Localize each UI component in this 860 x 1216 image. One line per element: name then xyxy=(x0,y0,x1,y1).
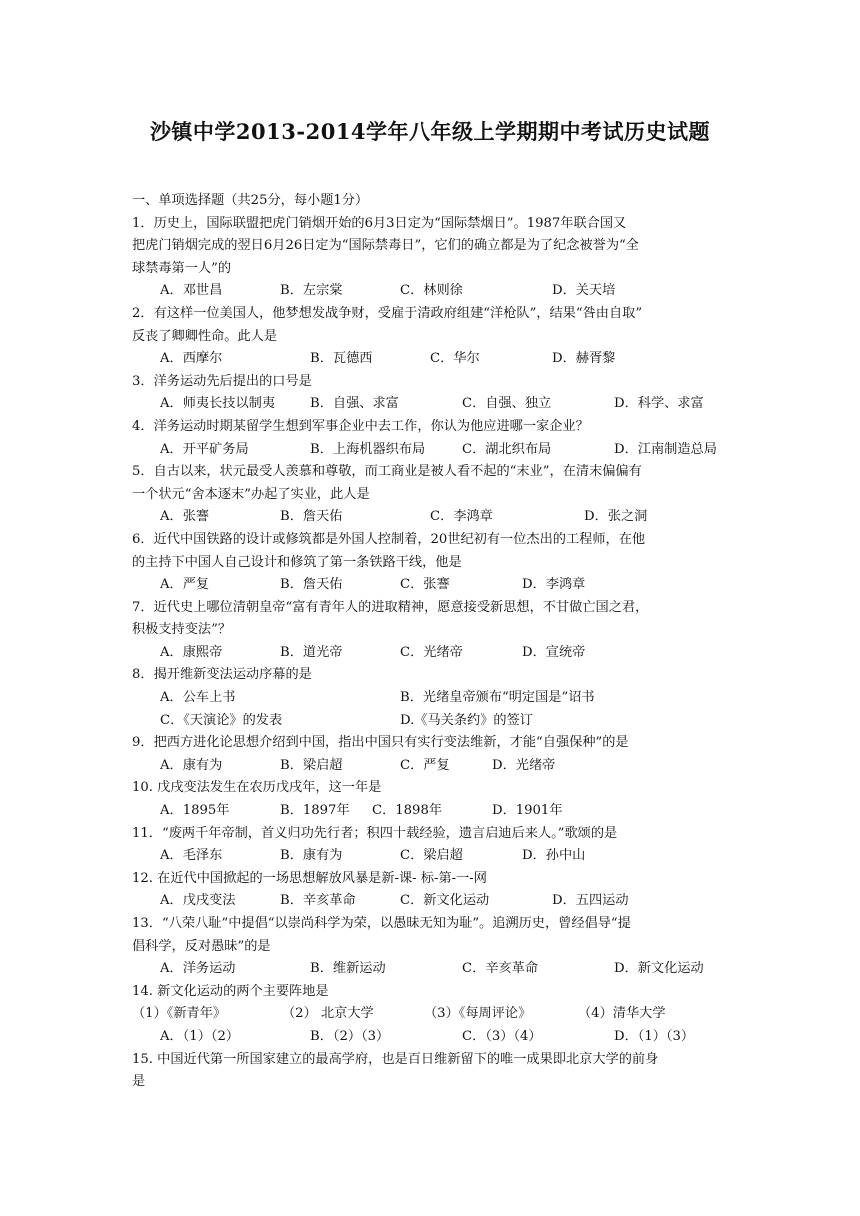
option-b: B．1897年 xyxy=(280,803,350,819)
question-stem: 6．近代中国铁路的设计或修筑都是外国人控制着，20世纪初有一位杰出的工程师，在他 xyxy=(132,531,646,547)
option-c: C．（3）（4） xyxy=(462,1028,542,1044)
option-d: D．赫胥黎 xyxy=(552,351,616,367)
option-d: D．1901年 xyxy=(492,803,563,819)
question-stem: 2．有这样一位美国人，他梦想发战争财，受雇于清政府组建“洋枪队”，结果“咎由自取” xyxy=(132,305,643,321)
option-d: D．光绪帝 xyxy=(492,757,556,773)
option-d: D．关天培 xyxy=(552,283,616,299)
option-row xyxy=(132,755,740,778)
question-9 xyxy=(132,732,740,777)
option-a: A．（1）（2） xyxy=(160,1028,240,1044)
option-c: C．新文化运动 xyxy=(400,893,490,909)
option-b: B．康有为 xyxy=(280,848,343,864)
option-d: D．江南制造总局 xyxy=(614,441,717,457)
item-row xyxy=(132,1003,740,1026)
option-b: B．道光帝 xyxy=(280,644,343,660)
option-b: B．瓦德西 xyxy=(310,351,373,367)
question-stem: 7．近代史上哪位清朝皇帝“富有青年人的进取精神，愿意接受新思想，不甘做亡国之君， xyxy=(132,599,649,615)
item-4: （4）清华大学 xyxy=(578,1006,666,1022)
option-d: D．李鸿章 xyxy=(522,577,586,593)
question-stem: 倡科学，反对愚昧”的是 xyxy=(132,938,271,954)
question-stem: 10. 戊戌变法发生在农历戊戌年，这一年是 xyxy=(132,780,382,796)
question-5 xyxy=(132,461,740,529)
item-3: （3）《每周评论》 xyxy=(424,1006,532,1022)
question-4 xyxy=(132,416,740,461)
question-10 xyxy=(132,777,740,822)
option-a: A．开平矿务局 xyxy=(160,441,249,457)
question-7 xyxy=(132,597,740,665)
question-6 xyxy=(132,529,740,597)
option-d: D．（1）（3） xyxy=(614,1028,695,1044)
option-b: B．上海机器织布局 xyxy=(310,441,426,457)
section-heading: 一、单项选择题（共25分，每小题1分） xyxy=(132,193,369,208)
question-stem: 9．把西方进化论思想介绍到中国，指出中国只有实行变法维新，才能“自强保种”的是 xyxy=(132,735,629,751)
question-3 xyxy=(132,371,740,416)
option-row xyxy=(132,687,740,710)
option-c: C．辛亥革命 xyxy=(462,961,539,977)
option-c: C．严复 xyxy=(400,757,450,773)
option-b: B．詹天佑 xyxy=(280,577,343,593)
question-1 xyxy=(132,213,740,303)
question-13 xyxy=(132,913,740,981)
option-row xyxy=(132,958,740,981)
option-d: D．孙中山 xyxy=(522,848,586,864)
item-1: （1）《新青年》 xyxy=(132,1006,227,1022)
exam-body xyxy=(132,190,740,1094)
question-stem: 3．洋务运动先后提出的口号是 xyxy=(132,373,312,389)
option-row xyxy=(132,393,740,416)
question-stem: 8．揭开维新变法运动序幕的是 xyxy=(132,667,312,683)
option-b: B．维新运动 xyxy=(310,961,386,977)
option-a: A．邓世昌 xyxy=(160,283,223,299)
question-stem: 球禁毒第一人”的 xyxy=(132,260,232,276)
option-a: A．西摩尔 xyxy=(160,351,223,367)
option-row xyxy=(132,439,740,462)
question-stem: 积极支持变法”？ xyxy=(132,622,232,638)
option-row xyxy=(132,280,740,303)
option-row xyxy=(132,890,740,913)
option-b: B．（2）（3） xyxy=(310,1028,390,1044)
option-b: B．詹天佑 xyxy=(280,509,343,525)
option-a: A．洋务运动 xyxy=(160,961,236,977)
question-stem: 12. 在近代中国掀起的一场思想解放风暴是新-课- 标-第-一-网 xyxy=(132,870,487,886)
option-row xyxy=(132,506,740,529)
question-stem: 反丧了卿卿性命。此人是 xyxy=(132,328,278,344)
option-a: A．公车上书 xyxy=(160,690,236,706)
question-stem: 把虎门销烟完成的翌日6月26日定为“国际禁毒日”，它们的确立都是为了纪念被誉为“全 xyxy=(132,238,639,254)
option-c: C．梁启超 xyxy=(400,848,463,864)
question-stem: 4．洋务运动时期某留学生想到军事企业中去工作，你认为他应进哪一家企业？ xyxy=(132,418,589,434)
option-b: B．左宗棠 xyxy=(280,283,343,299)
option-a: A．张謇 xyxy=(160,509,210,525)
option-b: B．自强、求富 xyxy=(310,396,399,412)
option-d: D．五四运动 xyxy=(552,893,629,909)
question-stem: 1．历史上，国际联盟把虎门销烟开始的6月3日定为“国际禁烟日”。1987年联合国又 xyxy=(132,215,627,231)
option-a: A．1895年 xyxy=(160,803,230,819)
option-row xyxy=(132,1026,740,1049)
option-c: C．李鸿章 xyxy=(430,509,493,525)
option-row xyxy=(132,800,740,823)
option-d: D．宣统帝 xyxy=(522,644,586,660)
option-a: A．康有为 xyxy=(160,757,223,773)
question-8 xyxy=(132,664,740,732)
option-a: A．毛泽东 xyxy=(160,848,223,864)
option-c: C．光绪帝 xyxy=(400,644,463,660)
option-d: D．科学、求富 xyxy=(614,396,704,412)
option-d: D．张之洞 xyxy=(584,509,648,525)
option-b: B．梁启超 xyxy=(280,757,343,773)
option-c: C．1898年 xyxy=(372,803,443,819)
question-stem: 的主持下中国人自己设计和修筑了第一条铁路干线，他是 xyxy=(132,554,462,570)
question-12 xyxy=(132,868,740,913)
question-stem: 是 xyxy=(132,1074,146,1090)
option-row xyxy=(132,348,740,371)
option-c: C．《天演论》的发表 xyxy=(160,712,283,728)
option-d: D.《马关条约》的签订 xyxy=(400,712,533,728)
option-a: A．康熙帝 xyxy=(160,644,223,660)
option-a: A．严复 xyxy=(160,577,210,593)
option-b: B．光绪皇帝颁布“明定国是”诏书 xyxy=(400,690,595,706)
option-a: A．戊戌变法 xyxy=(160,893,236,909)
option-row xyxy=(132,574,740,597)
question-14 xyxy=(132,981,740,1049)
question-stem: 14. 新文化运动的两个主要阵地是 xyxy=(132,983,329,999)
question-stem: 5．自古以来，状元最受人羡慕和尊敬，而工商业是被人看不起的“末业”，在清末偏偏有 xyxy=(132,464,642,480)
question-stem: 一个状元“舍本逐末”办起了实业，此人是 xyxy=(132,486,370,502)
question-2 xyxy=(132,303,740,371)
question-15 xyxy=(132,1049,740,1094)
question-11 xyxy=(132,823,740,868)
option-row xyxy=(132,642,740,665)
exam-title: 沙镇中学2013-2014学年八年级上学期期中考试历史试题 xyxy=(149,119,711,144)
option-row xyxy=(132,845,740,868)
option-d: D．新文化运动 xyxy=(614,961,704,977)
question-stem: 15. 中国近代第一所国家建立的最高学府，也是百日维新留下的唯一成果即北京大学的前身 xyxy=(132,1051,659,1067)
question-stem: 13．“八荣八耻”中提倡“以崇尚科学为荣，以愚昧无知为耻”。追溯历史，曾经倡导“提 xyxy=(132,916,631,931)
item-2: （2） 北京大学 xyxy=(282,1006,374,1022)
option-b: B．辛亥革命 xyxy=(280,893,356,909)
question-stem: 11．“废两千年帝制，首义归功先行者；积四十载经验，遗言启迪后来人。”歌颂的是 xyxy=(132,825,618,841)
option-c: C．自强、独立 xyxy=(462,396,552,412)
option-a: A．师夷长技以制夷 xyxy=(160,396,276,412)
option-c: C．湖北织布局 xyxy=(462,441,552,457)
option-c: C．张謇 xyxy=(400,577,450,593)
option-c: C．华尔 xyxy=(430,351,480,367)
option-c: C．林则徐 xyxy=(400,283,463,299)
option-row xyxy=(132,710,740,733)
